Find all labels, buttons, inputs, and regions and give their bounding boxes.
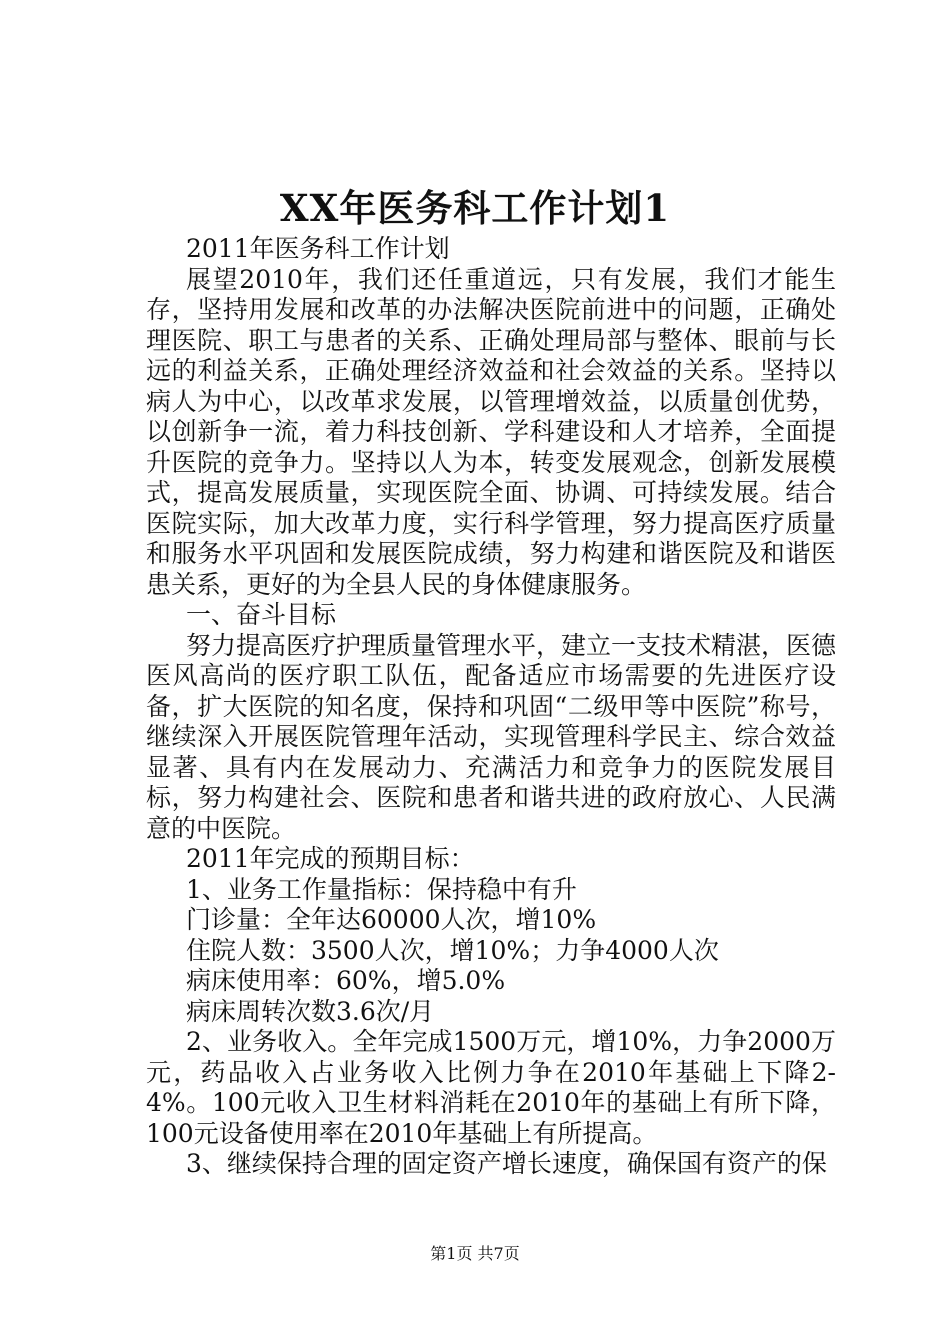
document-body bbox=[146, 234, 836, 1180]
paragraph-revenue: 2、业务收入。全年完成1500万元，增10%，力争2000万元，药品收入占业务收入比例力争在2010年基础上下降2-4%。100元收入卫生材料消耗在2010年的基础上有所下降，100元设备使用率在2010年基础上有所提高。 bbox=[146, 1027, 836, 1148]
paragraph-goals: 努力提高医疗护理质量管理水平，建立一支技术精湛，医德医风高尚的医疗职工队伍，配备适应市场需要的先进医疗设备，扩大医院的知名度，保持和巩固“二级甲等中医院”称号，继续深入开展医院管理年活动，实现管理科学民主、综合效益显著、具有内在发展动力、充满活力和竞争力的医院发展目标，努力构建社会、医院和患者和谐共进的政府放心、人民满意的中医院。 bbox=[146, 630, 837, 843]
section-heading: 一、奋斗目标 bbox=[186, 600, 337, 629]
list-item: 病床周转次数3.6次/月 bbox=[186, 996, 435, 1026]
paragraph-targets-heading: 2011年完成的预期目标： bbox=[186, 844, 475, 873]
paragraph-subtitle: 2011年医务科工作计划 bbox=[186, 234, 450, 263]
paragraph-intro: 展望2010年，我们还任重道远，只有发展，我们才能生存，坚持用发展和改革的办法解决医院前进中的问题，正确处理医院、职工与患者的关系、正确处理局部与整体、眼前与长远的利益关系，正确处理经济效益和社会效益的关系。坚持以病人为中心，以改革求发展，以管理增效益，以质量创优势，以创新争一流，着力科技创新、学科建设和人才培养，全面提升医院的竞争力。坚持以人为本，转变发展观念，创新发展模式，提高发展质量，实现医院全面、协调、可持续发展。结合医院实际，加大改革力度，实行科学管理，努力提高医疗质量和服务水平巩固和发展医院成绩，努力构建和谐医院及和谐医患关系，更好的为全县人民的身体健康服务。 bbox=[146, 264, 836, 599]
list-item: 门诊量：全年达60000人次，增10% bbox=[186, 905, 597, 934]
page-footer: 第1页 共7页 bbox=[430, 1244, 520, 1263]
list-item: 1、业务工作量指标：保持稳中有升 bbox=[186, 874, 577, 904]
paragraph-assets: 3、继续保持合理的固定资产增长速度，确保国有资产的保 bbox=[186, 1149, 827, 1178]
list-item: 住院人数：3500人次，增10%；力争4000人次 bbox=[186, 935, 719, 965]
document-title: XX年医务科工作计划1 bbox=[279, 186, 671, 230]
list-item: 病床使用率：60%，增5.0% bbox=[186, 966, 506, 995]
